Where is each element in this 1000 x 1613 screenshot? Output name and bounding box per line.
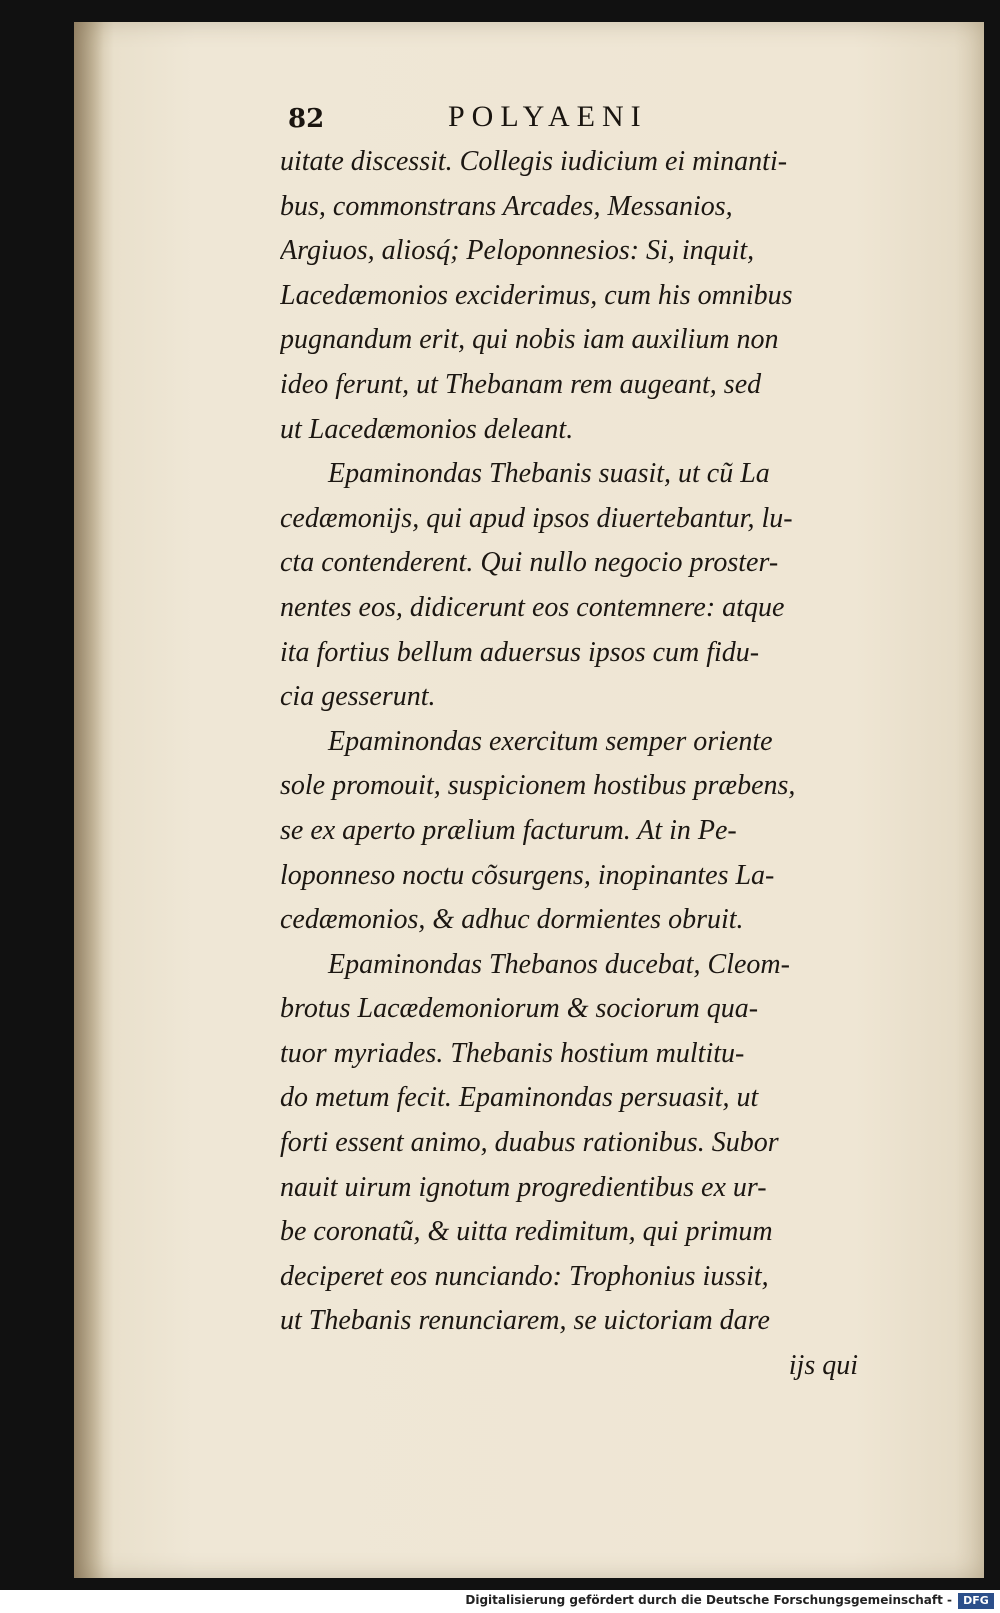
text-line: cta contenderent. Qui nullo negocio proster-	[280, 547, 779, 579]
digitization-footer	[0, 1590, 1000, 1613]
catchword: ijs qui	[788, 1350, 858, 1382]
text-line: be coronatũ, & uitta redimitum, qui primum	[280, 1216, 773, 1248]
text-line: Argiuos, aliosq́; Peloponnesios: Si, inquit,	[280, 235, 755, 267]
text-line: ut Lacedæmonios deleant.	[280, 413, 574, 445]
text-line: do metum fecit. Epaminondas persuasit, ut	[280, 1082, 759, 1114]
text-line: Epaminondas Thebanis suasit, ut cũ La	[328, 458, 770, 490]
text-line: cia gesserunt.	[280, 681, 436, 713]
text-line: Epaminondas exercitum semper oriente	[328, 725, 773, 757]
text-line: cedæmonios, & adhuc dormientes obruit.	[280, 904, 744, 936]
text-line: forti essent animo, duabus rationibus. Subor	[280, 1127, 779, 1159]
running-head	[288, 100, 888, 140]
text-line: sole promouit, suspicionem hostibus præbens,	[280, 770, 796, 802]
text-line: ut Thebanis renunciarem, se uictoriam dare	[280, 1305, 770, 1337]
dfg-logo-icon: DFG	[958, 1593, 994, 1609]
text-line: tuor myriades. Thebanis hostium multitu-	[280, 1037, 745, 1069]
text-line: pugnandum erit, qui nobis iam auxilium non	[280, 324, 779, 356]
text-line: nentes eos, didicerunt eos contemnere: atque	[280, 591, 785, 623]
funding-notice: Digitalisierung gefördert durch die Deutsche Forschungsgemeinschaft -	[465, 1593, 952, 1607]
running-title: POLYAENI	[448, 100, 648, 133]
text-line: nauit uirum ignotum progredientibus ex ur-	[280, 1171, 767, 1203]
text-line: cedæmonijs, qui apud ipsos diuertebantur, lu-	[280, 502, 793, 534]
text-line: loponneso noctu cõsurgens, inopinantes La-	[280, 859, 775, 891]
text-line: ita fortius bellum aduersus ipsos cum fidu-	[280, 636, 760, 668]
text-line: deciperet eos nunciando: Trophonius iussit,	[280, 1260, 769, 1292]
page-number: 82	[288, 104, 325, 134]
text-line: bus, commonstrans Arcades, Messanios,	[280, 190, 733, 222]
text-line: Epaminondas Thebanos ducebat, Cleom-	[328, 948, 790, 980]
text-line: uitate discessit. Collegis iudicium ei minanti-	[280, 146, 788, 177]
text-line: ideo ferunt, ut Thebanam rem augeant, sed	[280, 368, 762, 400]
text-line: se ex aperto prælium facturum. At in Pe-	[280, 814, 737, 846]
page-gutter-shadow	[74, 22, 104, 1578]
text-line: brotus Lacædemoniorum & sociorum qua-	[280, 993, 759, 1025]
text-line: Lacedæmonios exciderimus, cum his omnibus	[280, 279, 793, 311]
body-text	[280, 140, 860, 1389]
